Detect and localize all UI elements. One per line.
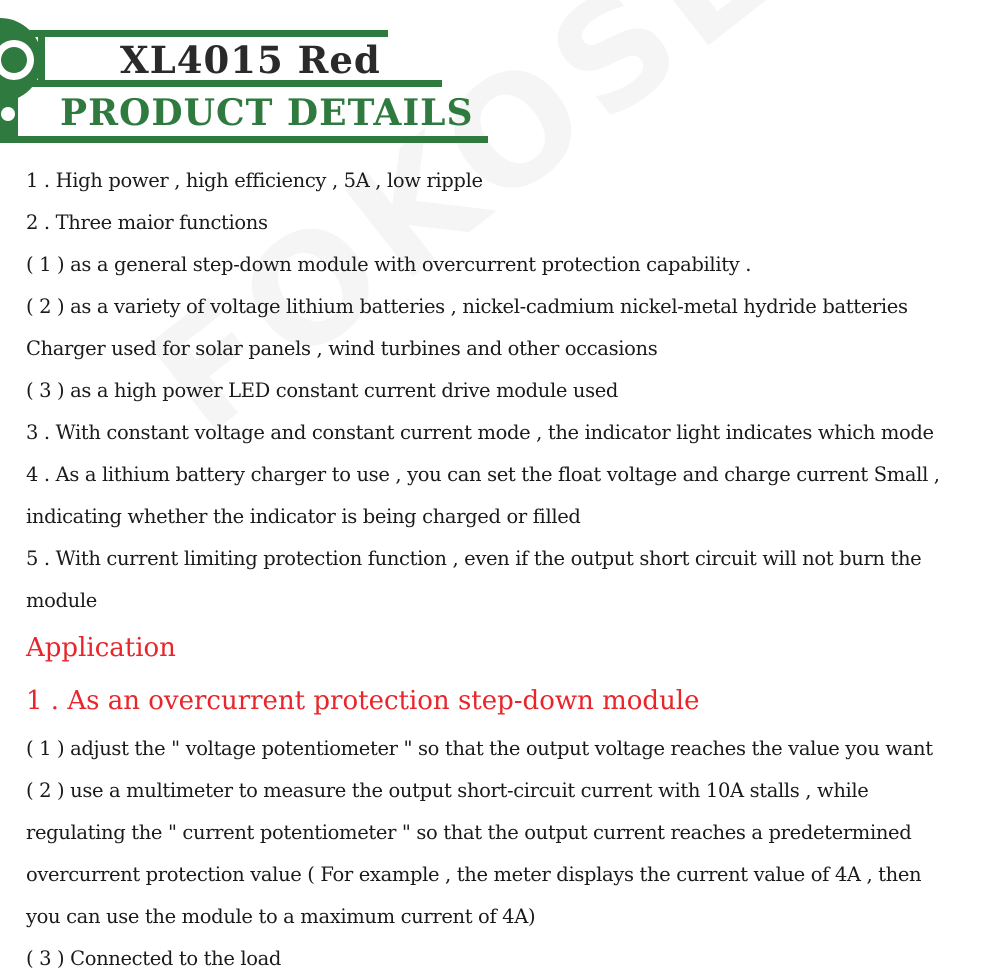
detail-line: 4 . As a lithium battery charger to use , you can set the float voltage and charge current Small , (26, 463, 940, 486)
section-title: PRODUCT DETAILS (60, 92, 474, 134)
detail-line: module (26, 589, 97, 612)
detail-line: 2 . Three maior functions (26, 211, 268, 234)
application-line: ( 2 ) use a multimeter to measure the output short-circuit current with 10A stalls , while (26, 779, 869, 802)
application-line: you can use the module to a maximum current of 4A) (26, 905, 536, 928)
application-line: ( 1 ) adjust the " voltage potentiometer " so that the output voltage reaches the value you want (26, 737, 933, 760)
application-line: regulating the " current potentiometer " so that the output current reaches a predetermined (26, 821, 912, 844)
application-line: ( 3 ) Connected to the load (26, 947, 282, 970)
header-banner (0, 0, 500, 150)
detail-line: 3 . With constant voltage and constant current mode , the indicator light indicates which mode (26, 421, 934, 444)
detail-line: 1 . High power , high efficiency , 5A , low ripple (26, 169, 483, 192)
detail-line: indicating whether the indicator is being charged or filled (26, 505, 581, 528)
application-subheading: 1 . As an overcurrent protection step-down module (26, 686, 700, 716)
detail-line: ( 2 ) as a variety of voltage lithium batteries , nickel-cadmium nickel-metal hydride batteries (26, 295, 908, 318)
detail-line: ( 1 ) as a general step-down module with overcurrent protection capability . (26, 253, 752, 276)
application-line: overcurrent protection value ( For example , the meter displays the current value of 4A , then (26, 863, 922, 886)
product-title: XL4015 Red (120, 38, 381, 82)
product-details-content (26, 160, 996, 980)
detail-line: ( 3 ) as a high power LED constant current drive module used (26, 379, 619, 402)
detail-line: 5 . With current limiting protection function , even if the output short circuit will not burn the (26, 547, 922, 570)
detail-line: Charger used for solar panels , wind turbines and other occasions (26, 337, 658, 360)
application-heading: Application (26, 633, 176, 663)
